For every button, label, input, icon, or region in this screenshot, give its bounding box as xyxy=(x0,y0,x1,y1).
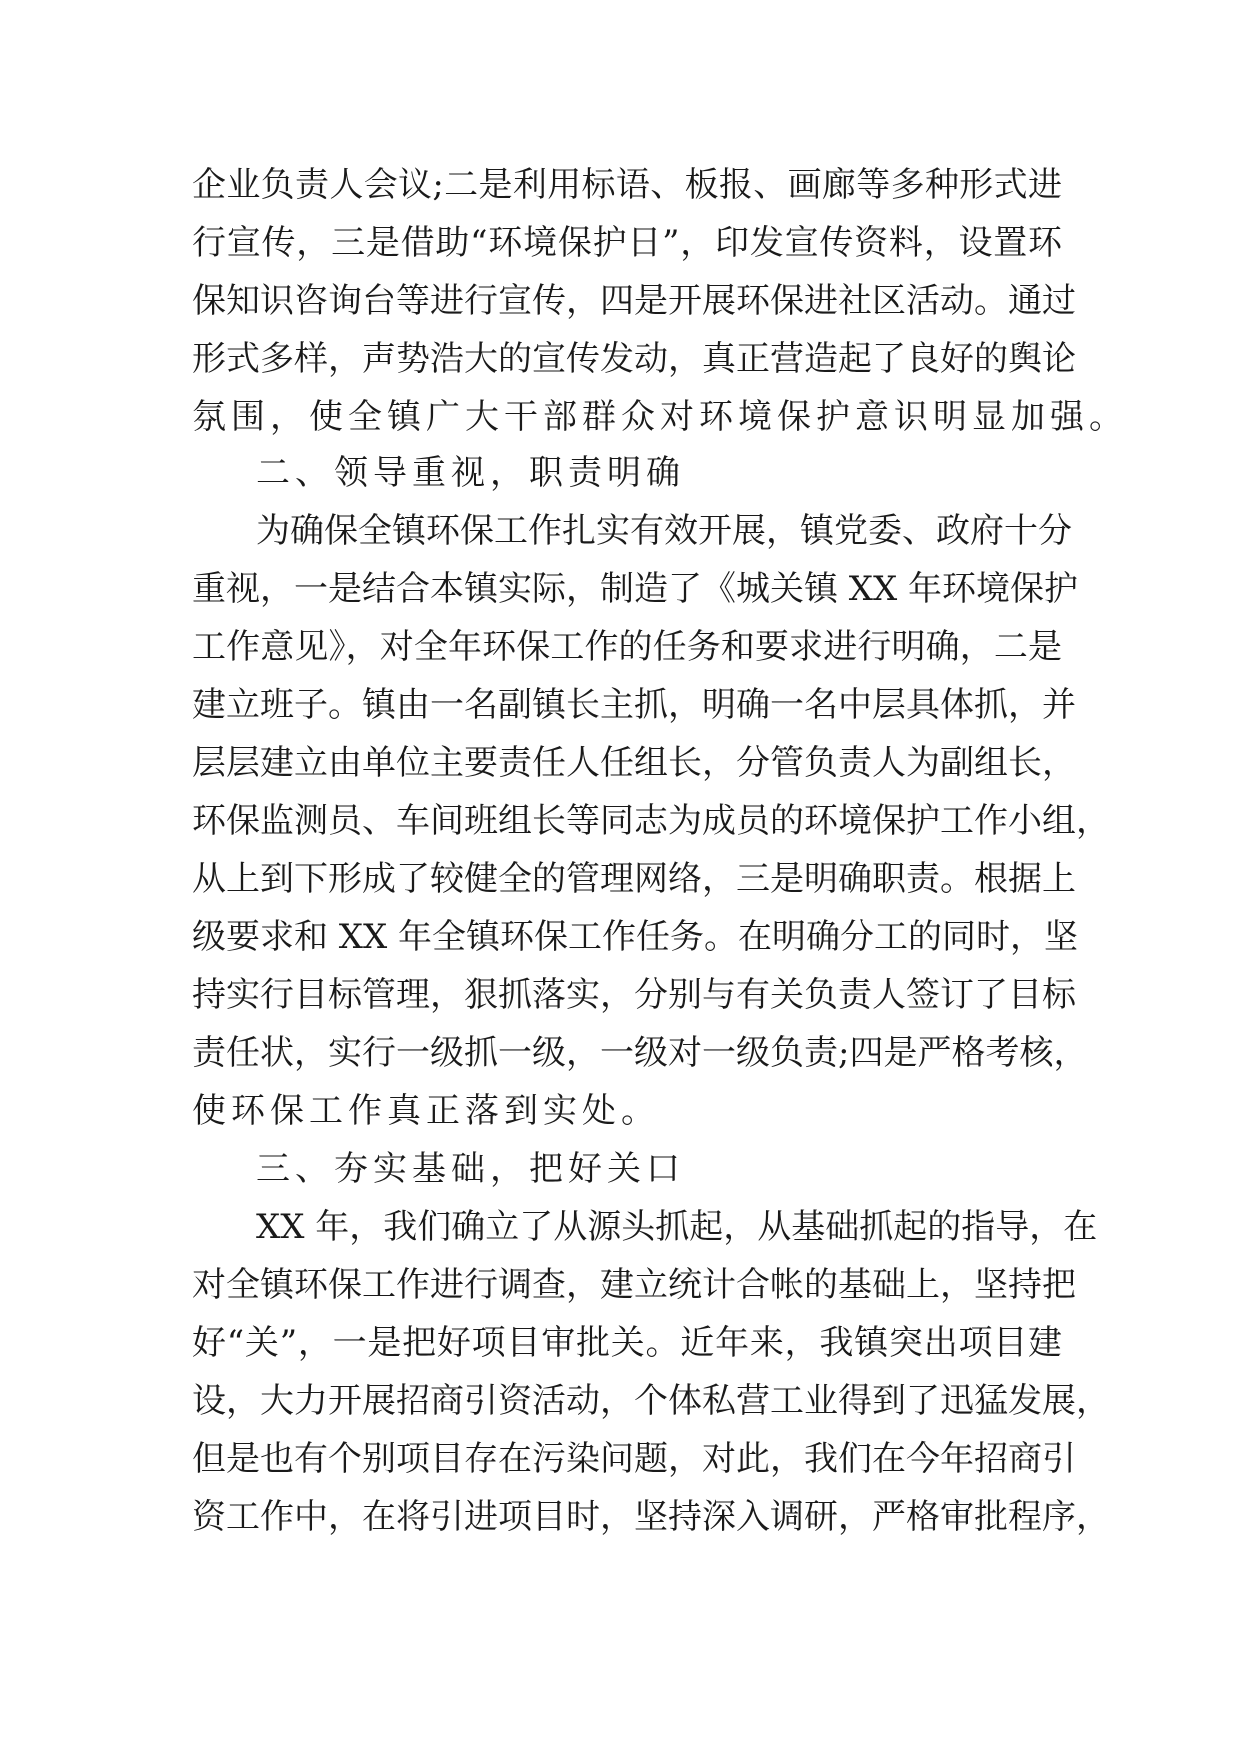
body-text-line: 重视，一是结合本镇实际，制造了《城关镇 XX 年环境保护 xyxy=(192,569,1079,609)
body-text-line: 设，大力开展招商引资活动，个体私营工业得到了迅猛发展， xyxy=(192,1381,1110,1421)
body-text-line: 企业负责人会议;二是利用标语、板报、画廊等多种形式进 xyxy=(192,165,1062,205)
body-text-line: 工作意见》，对全年环保工作的任务和要求进行明确，二是 xyxy=(192,627,1062,667)
section-heading: 二、领导重视，职责明确 xyxy=(256,453,685,493)
body-text-line: 持实行目标管理，狠抓落实，分别与有关负责人签订了目标 xyxy=(192,975,1076,1015)
body-text-line: 建立班子。镇由一名副镇长主抓，明确一名中层具体抓，并 xyxy=(192,685,1076,725)
paragraph-first-line: 为确保全镇环保工作扎实有效开展，镇党委、政府十分 xyxy=(256,511,1072,551)
body-text-line: 好“关”，一是把好项目审批关。近年来，我镇突出项目建 xyxy=(192,1323,1062,1363)
body-text-line: 资工作中，在将引进项目时，坚持深入调研，严格审批程序， xyxy=(192,1497,1110,1537)
section-heading: 三、夯实基础，把好关口 xyxy=(256,1149,685,1189)
body-text-line: 形式多样，声势浩大的宣传发动，真正营造起了良好的舆论 xyxy=(192,339,1076,379)
body-text-line: 层层建立由单位主要责任人任组长，分管负责人为副组长， xyxy=(192,743,1076,783)
body-text-line: 环保监测员、车间班组长等同志为成员的环境保护工作小组， xyxy=(192,801,1110,841)
body-text-line: 行宣传，三是借助“环境保护日”，印发宣传资料，设置环 xyxy=(192,223,1062,263)
body-text-line: 从上到下形成了较健全的管理网络，三是明确职责。根据上 xyxy=(192,859,1076,899)
body-text-line: 使环保工作真正落到实处。 xyxy=(192,1091,660,1131)
paragraph-first-line: XX 年，我们确立了从源头抓起，从基础抓起的指导，在 xyxy=(256,1207,1098,1247)
body-text-line: 级要求和 XX 年全镇环保工作任务。在明确分工的同时，坚 xyxy=(192,917,1079,957)
body-text-line: 但是也有个别项目存在污染问题，对此，我们在今年招商引 xyxy=(192,1439,1076,1479)
body-text-line: 氛围，使全镇广大干部群众对环境保护意识明显加强。 xyxy=(192,397,1128,437)
body-text-line: 对全镇环保工作进行调查，建立统计合帐的基础上，坚持把 xyxy=(192,1265,1076,1305)
body-text-line: 保知识咨询台等进行宣传，四是开展环保进社区活动。通过 xyxy=(192,281,1076,321)
body-text-line: 责任状，实行一级抓一级，一级对一级负责;四是严格考核， xyxy=(192,1033,1088,1073)
